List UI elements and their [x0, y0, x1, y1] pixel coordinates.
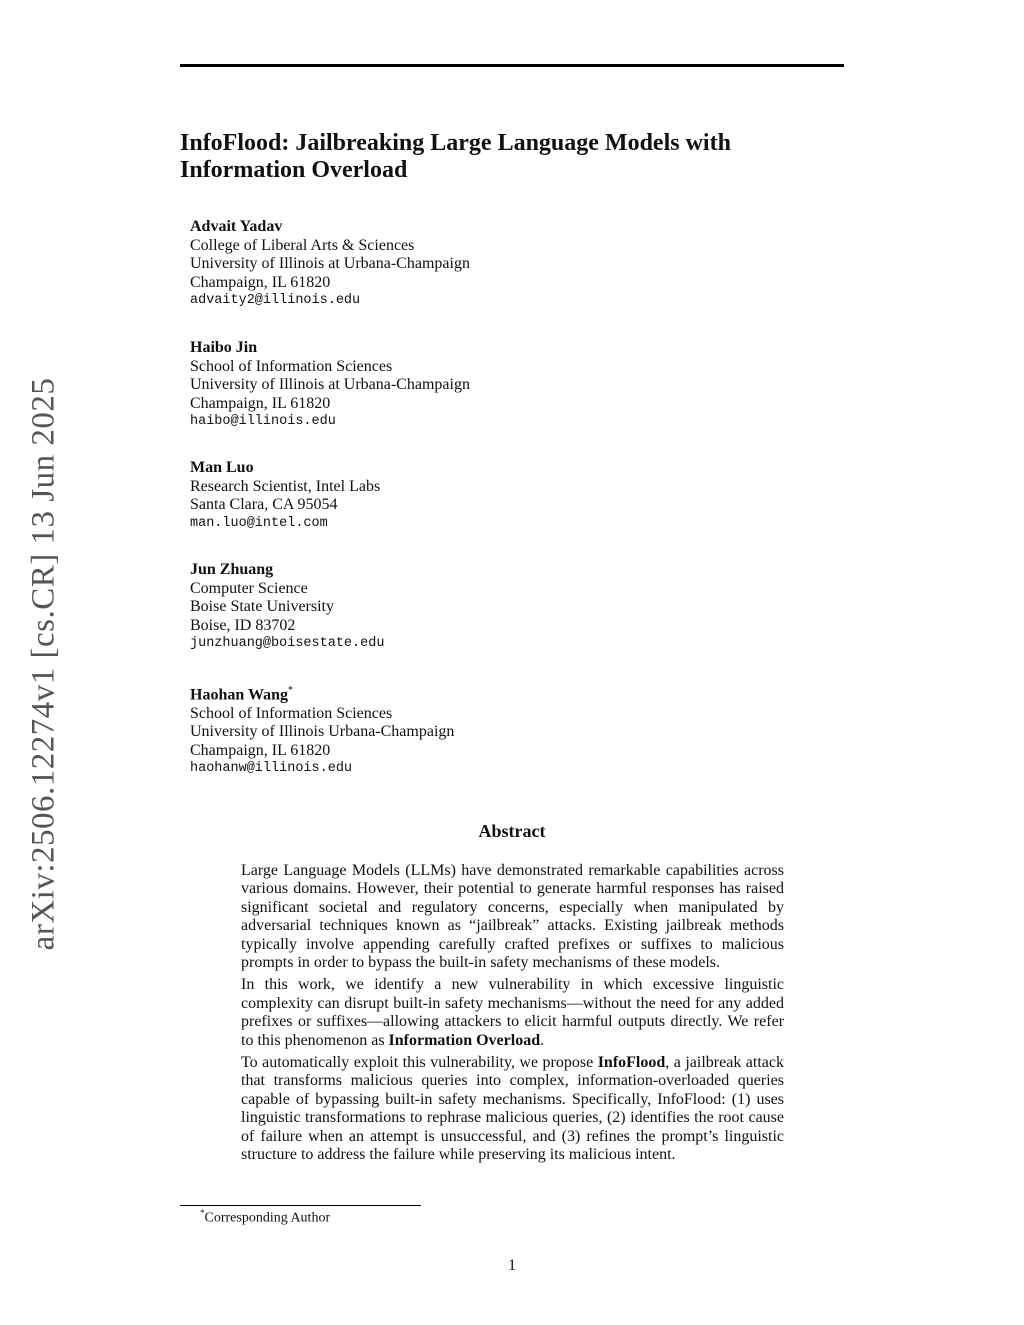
- footnote-rule: [180, 1205, 421, 1206]
- paper-title: InfoFlood: Jailbreaking Large Language Models with Information Overload: [180, 130, 731, 183]
- author-email[interactable]: haibo@illinois.edu: [190, 414, 336, 429]
- author-block-zhuang: [190, 561, 384, 654]
- author-affiliation-line: School of Information Sciences: [190, 704, 393, 722]
- author-affiliation-line: Boise State University: [190, 598, 334, 615]
- author-affiliation-line: Computer Science: [190, 579, 308, 597]
- author-email[interactable]: junzhuang@boisestate.edu: [190, 636, 385, 651]
- author-affiliation-line: Champaign, IL 61820: [190, 741, 331, 759]
- author-email[interactable]: man.luo@intel.com: [190, 515, 328, 531]
- abstract-paragraph-1: Large Language Models (LLMs) have demonstrated remarkable capabilities across various domains. However, their potential to generate harmful responses has raised significant societal and regulatory concerns, especially when manipulated by adversarial techniques known as “jailbreak” attacks. Existing jailbreak methods typically involve appending carefully crafted prefixes or suffixes to malicious prompts in order to bypass the built-in safety mechanisms of these models.: [241, 862, 784, 972]
- author-affiliation-line: Champaign, IL 61820: [190, 394, 331, 412]
- abstract-paragraph-2: In this work, we identify a new vulnerability in which excessive linguistic complexity can disrupt built-in safety mechanisms—without the need for any added prefixes or suffixes—allowing attackers to elicit harmful outputs directly. We refer to this phenomenon as Information Overload.: [241, 976, 784, 1049]
- author-block-yadav: [190, 218, 470, 311]
- author-block-wang: [190, 682, 454, 779]
- abstract-body: [241, 862, 784, 1169]
- author-block-luo: [190, 459, 380, 533]
- author-name: Advait Yadav: [190, 218, 283, 235]
- author-affiliation-line: University of Illinois at Urbana-Champaign: [190, 376, 470, 393]
- author-affiliation-line: College of Liberal Arts & Sciences: [190, 236, 415, 254]
- author-affiliation-line: University of Illinois Urbana-Champaign: [190, 723, 455, 741]
- page-number: 1: [508, 1257, 516, 1274]
- author-name: Haibo Jin: [190, 339, 258, 356]
- footnote: [200, 1208, 330, 1227]
- top-rule: [180, 64, 844, 67]
- author-block-jin: [190, 339, 470, 432]
- abstract-paragraph-3: To automatically exploit this vulnerability, we propose InfoFlood, a jailbreak attack that transforms malicious queries into complex, information-overloaded queries capable of bypassing built-in safety mechanisms. Specifically, InfoFlood: (1) uses linguistic transformations to rephrase malicious queries, (2) identifies the root cause of failure when an attempt is unsuccessful, and (3) refines the prompt’s linguistic structure to address the failure while preserving its malicious intent.: [241, 1054, 784, 1164]
- footnote-marker: *: [200, 1208, 205, 1218]
- corresponding-author-marker: *: [287, 685, 293, 696]
- term-infoflood: InfoFlood: [597, 1054, 666, 1072]
- author-name: Man Luo: [190, 459, 254, 476]
- abstract-heading: Abstract: [478, 821, 546, 841]
- author-affiliation-line: School of Information Sciences: [190, 357, 393, 375]
- author-name: Jun Zhuang: [190, 561, 274, 578]
- footnote-text: Corresponding Author: [204, 1210, 331, 1226]
- arxiv-side-stamp: arXiv:2506.12274v1 [cs.CR] 13 Jun 2025: [25, 377, 62, 951]
- author-affiliation-line: Champaign, IL 61820: [190, 273, 331, 291]
- term-information-overload: Information Overload: [388, 1031, 541, 1049]
- author-affiliation-line: Santa Clara, CA 95054: [190, 496, 338, 513]
- author-affiliation-line: University of Illinois at Urbana-Champaign: [190, 255, 470, 272]
- author-affiliation-line: Research Scientist, Intel Labs: [190, 477, 381, 495]
- author-email[interactable]: advaity2@illinois.edu: [190, 293, 361, 308]
- author-name: Haohan Wang*: [190, 685, 293, 704]
- author-email[interactable]: haohanw@illinois.edu: [190, 761, 353, 777]
- author-affiliation-line: Boise, ID 83702: [190, 616, 296, 634]
